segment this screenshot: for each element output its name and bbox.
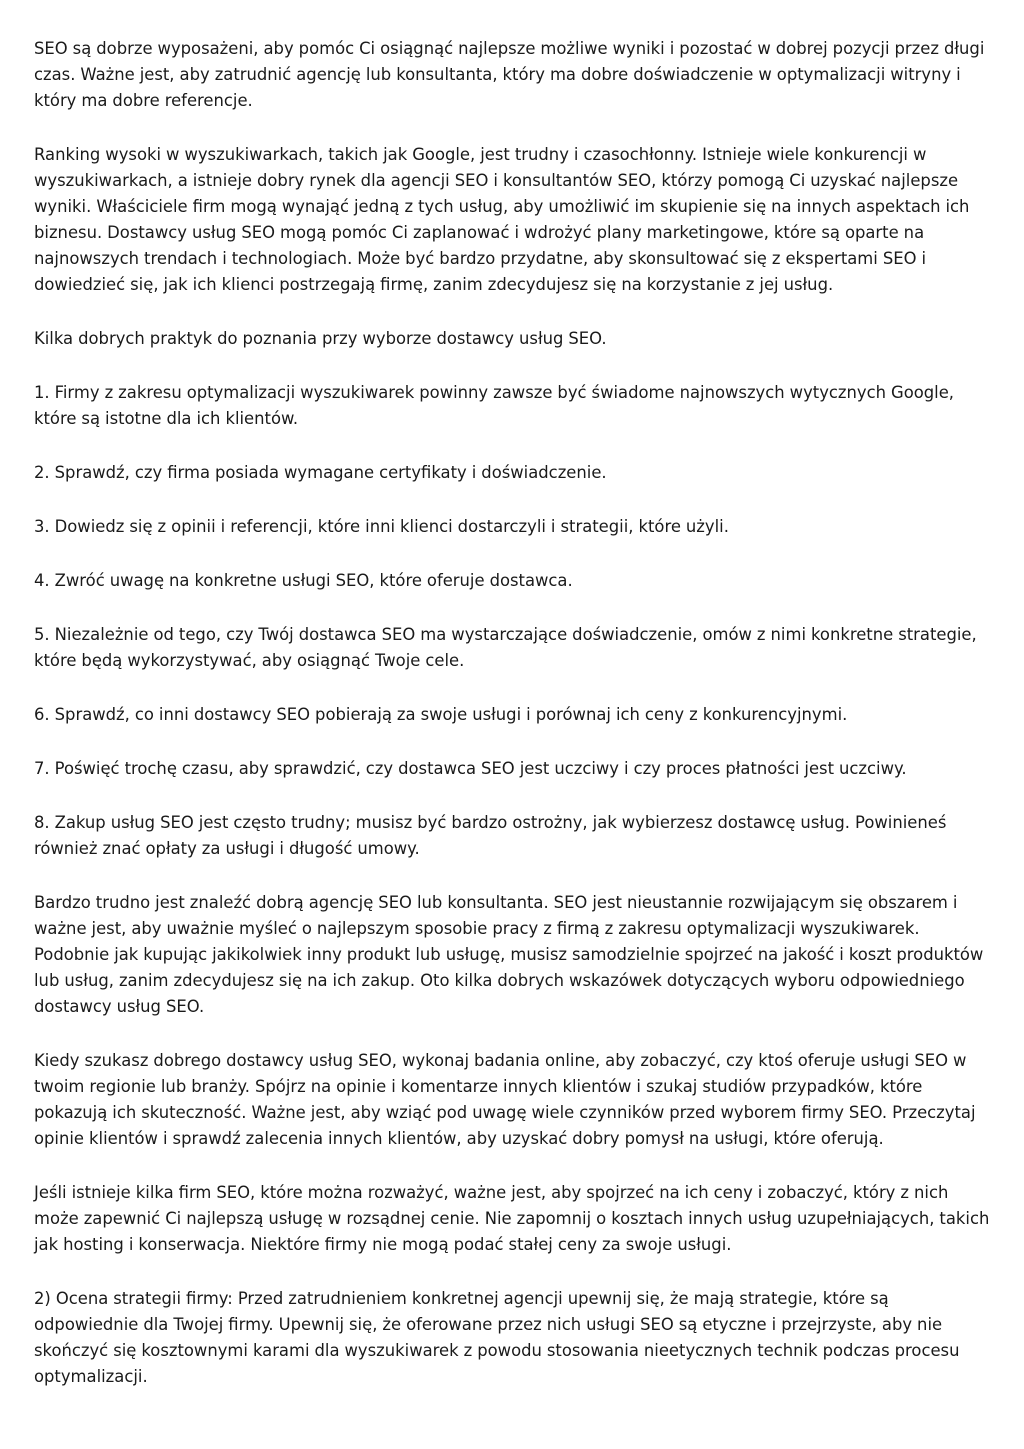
list-item-6: 6. Sprawdź, co inni dostawcy SEO pobierają za swoje usługi i porównaj ich ceny z konkurencyjnymi. <box>34 705 848 724</box>
list-item-4: 4. Zwróć uwagę na konkretne usługi SEO, które oferuje dostawca. <box>34 571 573 590</box>
paragraph-research-online: Kiedy szukasz dobrego dostawcy usług SEO, wykonaj badania online, aby zobaczyć, czy ktoś oferuje usługi SEO w twoim regionie lub branży. Spójrz na opinie i komentarze innych klientów i szukaj studiów przypadków, które pokazują ich skuteczność. Ważne jest, aby wziąć pod uwagę wiele czynników przed wyborem firmy SEO. Przeczytaj opinie klientów i sprawdź zalecenia innych klientów, aby uzyskać dobry pomysł na usługi, które oferują. <box>34 1051 976 1148</box>
paragraph-pricing: Jeśli istnieje kilka firm SEO, które można rozważyć, ważne jest, aby spojrzeć na ich ceny i zobaczyć, który z nich może zapewnić Ci najlepszą usługę w rozsądnej cenie. Nie zapomnij o kosztach innych usług uzupełniających, takich jak hosting i konserwacja. Niektóre firmy nie mogą podać stałej ceny za swoje usługi. <box>34 1183 990 1254</box>
list-item-2: 2. Sprawdź, czy firma posiada wymagane certyfikaty i doświadczenie. <box>34 463 607 482</box>
list-item-3: 3. Dowiedz się z opinii i referencji, które inni klienci dostarczyli i strategii, które użyli. <box>34 517 729 536</box>
paragraph-practices-intro: Kilka dobrych praktyk do poznania przy wyborze dostawcy usług SEO. <box>34 329 607 348</box>
paragraph-ranking: Ranking wysoki w wyszukiwarkach, takich jak Google, jest trudny i czasochłonny. Istnieje wiele konkurencji w wyszukiwarkach, a istnieje dobry rynek dla agencji SEO i konsultantów SEO, którzy pomogą Ci uzyskać najlepsze wyniki. Właściciele firm mogą wynająć jedną z tych usług, aby umożliwić im skupienie się na innych aspektach ich biznesu. Dostawcy usług SEO mogą pomóc Ci zaplanować i wdrożyć plany marketingowe, które są oparte na najnowszych trendach i technologiach. Może być bardzo przydatne, aby skonsultować się z ekspertami SEO i dowiedzieć się, jak ich klienci postrzegają firmę, zanim zdecydujesz się na korzystanie z jej usług. <box>34 145 970 294</box>
list-item-8: 8. Zakup usług SEO jest często trudny; musisz być bardzo ostrożny, jak wybierzesz dostawcę usług. Powinieneś również znać opłaty za usługi i długość umowy. <box>34 813 947 858</box>
list-item-5: 5. Niezależnie od tego, czy Twój dostawca SEO ma wystarczające doświadczenie, omów z nimi konkretne strategie, które będą wykorzystywać, aby osiągnąć Twoje cele. <box>34 625 977 670</box>
paragraph-strategy-evaluation: 2) Ocena strategii firmy: Przed zatrudnieniem konkretnej agencji upewnij się, że mają strategie, które są odpowiednie dla Twojej firmy. Upewnij się, że oferowane przez nich usługi SEO są etyczne i przejrzyste, aby nie skończyć się kosztownymi karami dla wyszukiwarek z powodu stosowania nieetycznych technik podczas procesu optymalizacji. <box>34 1289 960 1386</box>
list-item-1: 1. Firmy z zakresu optymalizacji wyszukiwarek powinny zawsze być świadome najnowszych wytycznych Google, które są istotne dla ich klientów. <box>34 383 955 428</box>
paragraph-intro: SEO są dobrze wyposażeni, aby pomóc Ci osiągnąć najlepsze możliwe wyniki i pozostać w dobrej pozycji przez długi czas. Ważne jest, aby zatrudnić agencję lub konsultanta, który ma dobre doświadczenie w optymalizacji witryny i który ma dobre referencje. <box>34 39 985 110</box>
paragraph-finding-agency: Bardzo trudno jest znaleźć dobrą agencję SEO lub konsultanta. SEO jest nieustannie rozwijającym się obszarem i ważne jest, aby uważnie myśleć o najlepszym sposobie pracy z firmą z zakresu optymalizacji wyszukiwarek. Podobnie jak kupując jakikolwiek inny produkt lub usługę, musisz samodzielnie spojrzeć na jakość i koszt produktów lub usług, zanim zdecydujesz się na ich zakup. Oto kilka dobrych wskazówek dotyczących wyboru odpowiedniego dostawcy usług SEO. <box>34 893 984 1016</box>
list-item-7: 7. Poświęć trochę czasu, aby sprawdzić, czy dostawca SEO jest uczciwy i czy proces płatności jest uczciwy. <box>34 759 907 778</box>
